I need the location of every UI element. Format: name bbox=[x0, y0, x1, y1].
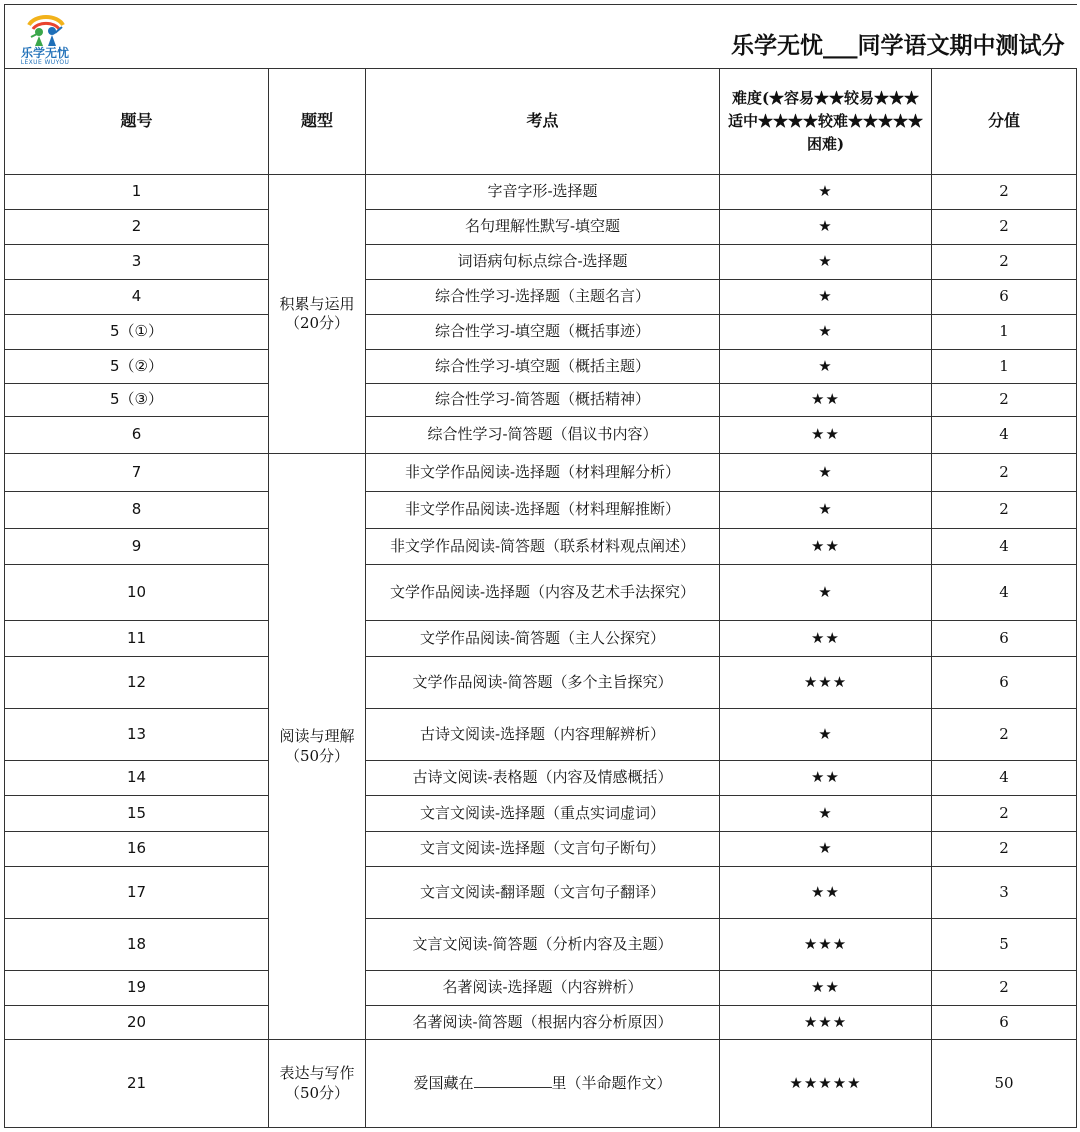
exam-point: 文言文阅读-简答题（分析内容及主题） bbox=[366, 919, 720, 971]
score-value: 6 bbox=[932, 657, 1077, 709]
score-value: 2 bbox=[932, 384, 1077, 417]
score-value: 2 bbox=[932, 709, 1077, 761]
score-value: 3 bbox=[932, 867, 1077, 919]
table-row bbox=[5, 529, 1077, 565]
difficulty-stars: ★ bbox=[720, 796, 932, 832]
header-point: 考点 bbox=[366, 69, 720, 175]
difficulty-stars: ★ bbox=[720, 565, 932, 621]
exam-point: 非文学作品阅读-选择题（材料理解推断） bbox=[366, 492, 720, 529]
question-number: 15 bbox=[5, 796, 269, 832]
question-number: 7 bbox=[5, 454, 269, 492]
table-row bbox=[5, 417, 1077, 454]
difficulty-stars: ★ bbox=[720, 315, 932, 350]
section-label: 表达与写作 bbox=[279, 1064, 355, 1082]
section-points: （50分） bbox=[284, 1083, 350, 1102]
section-label: 积累与运用 bbox=[279, 294, 355, 313]
table-row bbox=[5, 492, 1077, 529]
exam-point: 综合性学习-简答题（概括精神） bbox=[366, 384, 720, 417]
header-number: 题号 bbox=[5, 69, 269, 175]
exam-point: 名著阅读-选择题（内容辨析） bbox=[366, 971, 720, 1006]
difficulty-stars: ★ bbox=[720, 709, 932, 761]
section-type bbox=[269, 175, 366, 454]
score-value: 2 bbox=[932, 245, 1077, 280]
section-points: （20分） bbox=[284, 314, 350, 332]
difficulty-stars: ★★★★★ bbox=[720, 1040, 932, 1128]
header-difficulty: 难度(★容易★★较易★★★适中★★★★较难★★★★★困难) bbox=[720, 69, 932, 175]
table-row bbox=[5, 971, 1077, 1006]
table-row bbox=[5, 454, 1077, 492]
difficulty-stars: ★★ bbox=[720, 621, 932, 657]
table-row bbox=[5, 565, 1077, 621]
exam-point: 文学作品阅读-简答题（多个主旨探究） bbox=[366, 657, 720, 709]
table-row bbox=[5, 796, 1077, 832]
exam-point: 名著阅读-简答题（根据内容分析原因） bbox=[366, 1006, 720, 1040]
difficulty-stars: ★★ bbox=[720, 867, 932, 919]
difficulty-stars: ★ bbox=[720, 280, 932, 315]
difficulty-stars: ★ bbox=[720, 175, 932, 210]
question-number: 10 bbox=[5, 565, 269, 621]
score-value: 2 bbox=[932, 210, 1077, 245]
table-row bbox=[5, 709, 1077, 761]
question-number: 9 bbox=[5, 529, 269, 565]
difficulty-stars: ★ bbox=[720, 492, 932, 529]
exam-point: 古诗文阅读-选择题（内容理解辨析） bbox=[366, 709, 720, 761]
question-number: 19 bbox=[5, 971, 269, 1006]
exam-point: 文言文阅读-翻译题（文言句子翻译） bbox=[366, 867, 720, 919]
table-row bbox=[5, 919, 1077, 971]
exam-point: 文学作品阅读-简答题（主人公探究） bbox=[366, 621, 720, 657]
exam-point: 古诗文阅读-表格题（内容及情感概括） bbox=[366, 761, 720, 796]
difficulty-stars: ★★★ bbox=[720, 657, 932, 709]
exam-point: 综合性学习-填空题（概括主题） bbox=[366, 350, 720, 384]
section-points: （50分） bbox=[284, 746, 350, 765]
brand-logo bbox=[13, 7, 77, 67]
header-type: 题型 bbox=[269, 69, 366, 175]
question-number: 21 bbox=[5, 1040, 269, 1128]
exam-point: 字音字形-选择题 bbox=[366, 175, 720, 210]
document-title: 乐学无忧___同学语文期中测试分 bbox=[731, 33, 1065, 59]
score-value: 2 bbox=[932, 175, 1077, 210]
table-row bbox=[5, 175, 1077, 210]
score-value: 4 bbox=[932, 565, 1077, 621]
exam-point: 非文学作品阅读-选择题（材料理解分析） bbox=[366, 454, 720, 492]
logo-english-text: LEXUE WUYOU bbox=[20, 59, 70, 66]
question-number: 2 bbox=[5, 210, 269, 245]
difficulty-stars: ★★ bbox=[720, 971, 932, 1006]
essay-prompt-after: 里（半命题作文） bbox=[551, 1074, 672, 1093]
table-row bbox=[5, 315, 1077, 350]
section-type bbox=[269, 1040, 366, 1128]
difficulty-stars: ★ bbox=[720, 832, 932, 867]
difficulty-stars: ★★ bbox=[720, 529, 932, 565]
exam-point: 综合性学习-填空题（概括事迹） bbox=[366, 315, 720, 350]
difficulty-stars: ★★★ bbox=[720, 919, 932, 971]
question-number: 18 bbox=[5, 919, 269, 971]
logo-figures-icon bbox=[21, 11, 71, 47]
question-number: 13 bbox=[5, 709, 269, 761]
section-label: 阅读与理解 bbox=[279, 727, 355, 745]
score-value: 4 bbox=[932, 417, 1077, 454]
fill-in-blank-line bbox=[474, 1073, 552, 1088]
exam-point: 词语病句标点综合-选择题 bbox=[366, 245, 720, 280]
exam-point: 名句理解性默写-填空题 bbox=[366, 210, 720, 245]
difficulty-stars: ★★ bbox=[720, 761, 932, 796]
question-number: 17 bbox=[5, 867, 269, 919]
question-number: 11 bbox=[5, 621, 269, 657]
difficulty-stars: ★ bbox=[720, 245, 932, 280]
score-value: 2 bbox=[932, 796, 1077, 832]
score-value: 1 bbox=[932, 350, 1077, 384]
question-number: 14 bbox=[5, 761, 269, 796]
score-value: 4 bbox=[932, 529, 1077, 565]
difficulty-stars: ★ bbox=[720, 454, 932, 492]
table-row bbox=[5, 350, 1077, 384]
question-number: 16 bbox=[5, 832, 269, 867]
question-number: 1 bbox=[5, 175, 269, 210]
score-value: 4 bbox=[932, 761, 1077, 796]
table-row bbox=[5, 1006, 1077, 1040]
score-value: 6 bbox=[932, 1006, 1077, 1040]
table-row bbox=[5, 761, 1077, 796]
table-row bbox=[5, 280, 1077, 315]
table-row-essay bbox=[5, 1040, 1077, 1128]
score-value: 6 bbox=[932, 621, 1077, 657]
question-number: 6 bbox=[5, 417, 269, 454]
essay-prompt-before: 爱国藏在 bbox=[413, 1074, 474, 1093]
score-value: 2 bbox=[932, 454, 1077, 492]
header-score: 分值 bbox=[932, 69, 1077, 175]
exam-point: 综合性学习-简答题（倡议书内容） bbox=[366, 417, 720, 454]
question-number: 20 bbox=[5, 1006, 269, 1040]
exam-point: 文言文阅读-选择题（文言句子断句） bbox=[366, 832, 720, 867]
score-value: 2 bbox=[932, 832, 1077, 867]
table-row bbox=[5, 867, 1077, 919]
difficulty-stars: ★★ bbox=[720, 384, 932, 417]
difficulty-stars: ★ bbox=[720, 210, 932, 245]
exam-point: 文言文阅读-选择题（重点实词虚词） bbox=[366, 796, 720, 832]
question-number: 8 bbox=[5, 492, 269, 529]
question-number: 3 bbox=[5, 245, 269, 280]
score-value: 1 bbox=[932, 315, 1077, 350]
difficulty-stars: ★ bbox=[720, 350, 932, 384]
exam-point-essay bbox=[366, 1040, 720, 1128]
exam-point: 非文学作品阅读-简答题（联系材料观点阐述） bbox=[366, 529, 720, 565]
question-number: 5（①） bbox=[5, 315, 269, 350]
question-number: 4 bbox=[5, 280, 269, 315]
question-number: 12 bbox=[5, 657, 269, 709]
section-type bbox=[269, 454, 366, 1040]
difficulty-stars: ★★★ bbox=[720, 1006, 932, 1040]
score-value: 6 bbox=[932, 280, 1077, 315]
question-number: 5（③） bbox=[5, 384, 269, 417]
exam-point: 文学作品阅读-选择题（内容及艺术手法探究） bbox=[366, 565, 720, 621]
table-row bbox=[5, 245, 1077, 280]
table-row bbox=[5, 210, 1077, 245]
exam-analysis-table bbox=[4, 68, 1077, 1128]
logo-chinese-text: 乐学无忧 bbox=[20, 46, 69, 60]
score-value: 2 bbox=[932, 492, 1077, 529]
table-row bbox=[5, 384, 1077, 417]
question-number: 5（②） bbox=[5, 350, 269, 384]
table-row bbox=[5, 657, 1077, 709]
score-value: 5 bbox=[932, 919, 1077, 971]
table-row bbox=[5, 832, 1077, 867]
table-row bbox=[5, 621, 1077, 657]
score-value: 50 bbox=[932, 1040, 1077, 1128]
page-header bbox=[4, 4, 1077, 69]
exam-point: 综合性学习-选择题（主题名言） bbox=[366, 280, 720, 315]
header-row bbox=[5, 69, 1077, 175]
difficulty-stars: ★★ bbox=[720, 417, 932, 454]
score-value: 2 bbox=[932, 971, 1077, 1006]
